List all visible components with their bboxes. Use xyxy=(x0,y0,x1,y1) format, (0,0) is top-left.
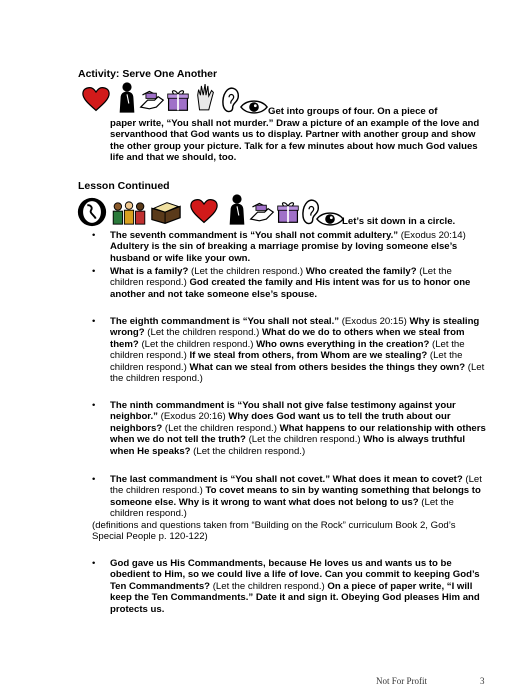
bullet-marker: • xyxy=(92,558,96,569)
activity-heading: Activity: Serve One Another xyxy=(78,68,218,80)
open-hand-icon xyxy=(194,82,218,112)
activity-instructions: paper write, “You shall not murder.” Draw a picture of an example of the love and servanthood that God wants us to display. Partner with another group and show the other group your picture. Talk for a few minutes about how much God values life and that we should, too. xyxy=(110,118,480,164)
heart-icon xyxy=(190,198,218,224)
activity-lead: Get into groups of four. On a piece of xyxy=(268,106,438,117)
heart-icon xyxy=(82,86,110,112)
bullet-marker: • xyxy=(92,400,96,411)
lesson-lead: Let’s sit down in a circle. xyxy=(342,216,456,227)
bullet-family: What is a family? (Let the children respond.) Who created the family? (Let the children respond.) God created the family and His intent was for us to honor one another and not take someone else’s spouse. xyxy=(110,266,471,300)
bullet-marker: • xyxy=(92,266,96,277)
helping-hands-icon xyxy=(138,88,166,114)
bullet-eighth-commandment: The eighth commandment is “You shall not steal.” (Exodus 20:15) Why is stealing wrong? (Let the children respond.) What do we do to others when we steal from them? (Let the children respond.) Who owns everything in the creation? (Let the children respond.) If we steal from others, from Whom are we stealing? (Let the children respond.) What can we steal from others besides the things they own? (Let the children respond.) xyxy=(110,316,485,385)
praying-person-icon xyxy=(116,80,138,116)
helping-hands-icon xyxy=(248,200,276,226)
gift-icon xyxy=(166,88,190,112)
bullet-marker: • xyxy=(92,316,96,327)
bullet-marker: • xyxy=(92,230,96,241)
bullet-marker: • xyxy=(92,474,96,485)
bullet-seventh-commandment: The seventh commandment is “You shall not commit adultery.” (Exodus 20:14) Adultery is the sin of breaking a marriage promise by loving someone else’s husband or wife like your own. xyxy=(110,230,466,264)
source-note: (definitions and questions taken from “Building on the Rock” curriculum Book 2, God’s Special People p. 120-122) xyxy=(92,520,456,543)
eye-icon xyxy=(240,98,268,116)
children-group-icon xyxy=(110,200,148,226)
bullet-commitment: God gave us His Commandments, because He loves us and wants us to be obedient to Him, so we could live a life of love. Can you commit to keeping God’s Ten Commandments? (Let the children respond.) On a piece of paper write, “I will keep the Ten Commandments.” Date it and sign it. Obeying God pleases Him and protects us. xyxy=(110,558,480,615)
globe-head-icon xyxy=(76,196,108,228)
praying-person-icon xyxy=(226,192,248,228)
footer-label: Not For Profit xyxy=(376,676,428,686)
ear-icon xyxy=(220,86,240,114)
lesson-heading: Lesson Continued xyxy=(78,180,170,192)
bible-icon xyxy=(150,200,182,226)
bullet-ninth-commandment: The ninth commandment is “You shall not give false testimony against your neighbor.” (Exodus 20:16) Why does God want us to tell the truth about our neighbors? (Let the children respond.) What happens to our relationship with others when we do not tell the truth? (Let the children respond.) Who is always truthful when He speaks? (Let the children respond.) xyxy=(110,400,486,457)
eye-icon xyxy=(316,210,344,228)
gift-icon xyxy=(276,200,300,224)
bullet-last-commandment: The last commandment is “You shall not covet.” What does it mean to covet? (Let the children respond.) To covet means to sin by wanting something that belongs to someone else. Why is it wrong to want what does not belong to us? (Let the children respond.) xyxy=(110,474,482,520)
page-number: 3 xyxy=(480,676,485,686)
